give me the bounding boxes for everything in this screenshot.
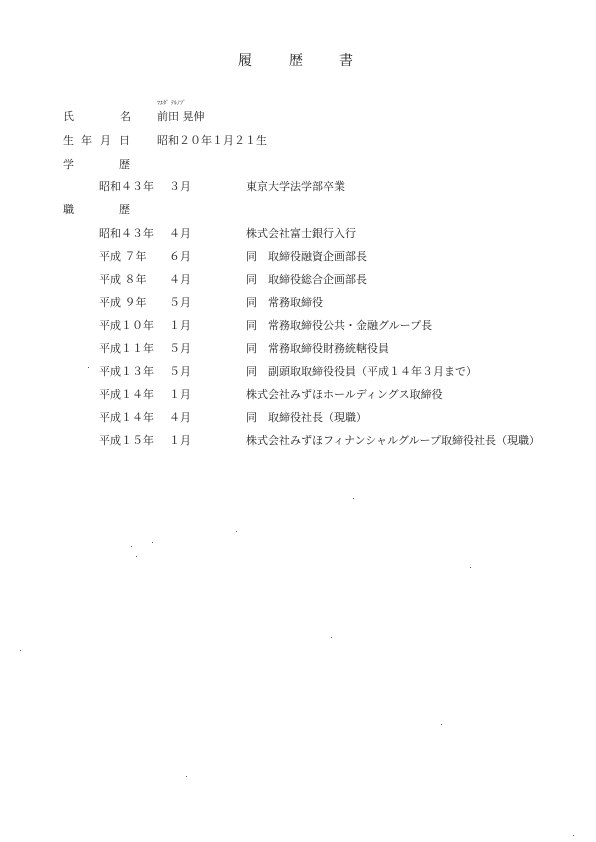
scan-speck <box>331 637 332 638</box>
career-heading-char-2: 歴 <box>119 203 130 216</box>
birth-value: 昭和２０年１月２１生 <box>157 134 267 147</box>
career-month: １月 <box>169 388 191 401</box>
name-label-char-2: 名 <box>120 110 131 123</box>
career-era: 平成１１年 <box>99 342 154 355</box>
education-heading-char-1: 学 <box>63 158 74 171</box>
title-char-3: 書 <box>339 53 353 69</box>
career-month: ５月 <box>169 365 191 378</box>
birth-label-char-4: 日 <box>119 134 130 147</box>
career-text: 株式会社富士銀行入行 <box>246 227 356 240</box>
scan-speck <box>152 542 153 543</box>
career-heading-char-1: 職 <box>63 203 74 216</box>
career-month: ６月 <box>169 250 191 263</box>
career-month: ５月 <box>169 296 191 309</box>
career-text: 同 取締役社長（現職） <box>246 411 367 424</box>
scan-speck <box>470 567 471 568</box>
career-text: 同 常務取締役公共・金融グループ長 <box>246 319 433 332</box>
scan-speck <box>441 724 442 725</box>
name-value: 前田 晃伸 <box>157 110 205 123</box>
career-text: 同 取締役融資企画部長 <box>246 250 367 263</box>
birth-label-char-3: 月 <box>100 134 111 147</box>
career-era: 平成１４年 <box>99 411 154 424</box>
career-month: ４月 <box>169 411 191 424</box>
education-heading-char-2: 歴 <box>119 158 130 171</box>
title-char-1: 履 <box>238 53 252 69</box>
scan-speck <box>131 546 132 547</box>
scan-speck <box>20 650 21 651</box>
career-era: 平成 ７年 <box>99 250 147 263</box>
scan-speck <box>353 498 354 499</box>
career-era: 平成１５年 <box>99 434 154 447</box>
career-text: 同 常務取締役 <box>246 296 323 309</box>
education-text: 東京大学法学部卒業 <box>246 180 345 193</box>
career-month: ４月 <box>169 227 191 240</box>
career-era: 平成 ９年 <box>99 296 147 309</box>
scan-speck <box>136 556 137 557</box>
title-char-2: 歴 <box>289 53 303 69</box>
career-text: 同 副頭取取締役役員（平成１４年３月まで） <box>246 365 477 378</box>
career-text: 株式会社みずほホールディングス取締役 <box>246 388 443 401</box>
career-month: ５月 <box>169 342 191 355</box>
scan-speck <box>88 367 89 368</box>
career-era: 平成 ８年 <box>99 273 147 286</box>
career-text: 同 常務取締役財務統轄役員 <box>246 342 389 355</box>
career-era: 平成１０年 <box>99 319 154 332</box>
career-text: 株式会社みずほフィナンシャルグループ取締役社長（現職） <box>246 434 540 447</box>
birth-label-char-2: 年 <box>81 134 92 147</box>
name-reading: ﾏｴﾀﾞ ﾃﾙﾉﾌﾞ <box>157 100 186 107</box>
scan-speck <box>236 531 237 532</box>
scan-speck <box>186 776 187 777</box>
birth-label-char-1: 生 <box>63 134 74 147</box>
career-era: 平成１４年 <box>99 388 154 401</box>
career-era: 昭和４３年 <box>99 227 154 240</box>
education-era: 昭和４３年 <box>99 180 154 193</box>
career-era: 平成１３年 <box>99 365 154 378</box>
scan-speck <box>573 835 574 836</box>
education-month: ３月 <box>169 180 191 193</box>
name-label-char-1: 氏 <box>63 110 74 123</box>
career-month: １月 <box>169 319 191 332</box>
career-month: ４月 <box>169 273 191 286</box>
career-text: 同 取締役総合企画部長 <box>246 273 367 286</box>
career-month: １月 <box>169 434 191 447</box>
